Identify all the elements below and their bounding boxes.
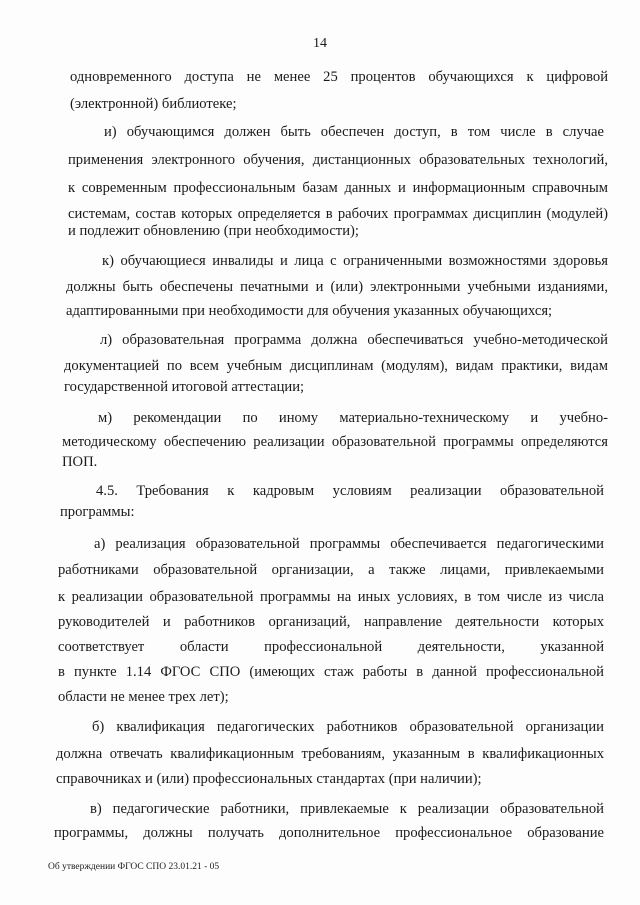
text-line: б) квалификация педагогических работников образовательной организации bbox=[92, 719, 604, 735]
text-line: одновременного доступа не менее 25 процентов обучающихся к цифровой bbox=[70, 69, 608, 85]
text-line: соответствует области профессиональной деятельности, указанной bbox=[58, 639, 604, 655]
text-line: к современным профессиональным базам данных и информационным справочным bbox=[68, 180, 608, 196]
text-line: л) образовательная программа должна обеспечиваться учебно-методической bbox=[100, 332, 608, 348]
text-line: применения электронного обучения, дистанционных образовательных технологий, bbox=[68, 152, 608, 168]
text-line: а) реализация образовательной программы обеспечивается педагогическими bbox=[94, 536, 604, 552]
text-line: в) педагогические работники, привлекаемые к реализации образовательной bbox=[90, 801, 604, 817]
text-line: адаптированными при необходимости для обучения указанных обучающихся; bbox=[66, 303, 553, 319]
text-line: программы, должны получать дополнительное профессиональное образование bbox=[54, 825, 604, 841]
text-line: и) обучающимся должен быть обеспечен доступ, в том числе в случае bbox=[104, 124, 604, 140]
text-line: справочниках и (или) профессиональных стандартах (при наличии); bbox=[56, 771, 482, 787]
text-line: к реализации образовательной программы на иных условиях, в том числе из числа bbox=[58, 589, 604, 605]
section-heading-line: программы: bbox=[60, 504, 135, 520]
page-number: 14 bbox=[313, 36, 327, 51]
section-heading-line: 4.5. Требования к кадровым условиям реализации образовательной bbox=[96, 483, 604, 499]
text-line: (электронной) библиотеке; bbox=[70, 96, 237, 112]
text-line: и подлежит обновлению (при необходимости); bbox=[68, 223, 359, 239]
text-line: руководителей и работников организаций, направление деятельности которых bbox=[58, 614, 604, 630]
footer-note: Об утверждении ФГОС СПО 23.01.21 - 05 bbox=[48, 862, 220, 872]
text-line: к) обучающиеся инвалиды и лица с ограниченными возможностями здоровья bbox=[102, 253, 608, 269]
text-line: в пункте 1.14 ФГОС СПО (имеющих стаж работы в данной профессиональной bbox=[58, 664, 604, 680]
text-line: документацией по всем учебным дисциплинам (модулям), видам практики, видам bbox=[64, 358, 608, 374]
text-line: ПОП. bbox=[62, 454, 98, 470]
text-line: должна отвечать квалификационным требованиям, указанным в квалификационных bbox=[56, 746, 604, 762]
text-line: методическому обеспечению реализации образовательной программы определяются bbox=[62, 434, 608, 450]
text-line: м) рекомендации по иному материально-техническому и учебно- bbox=[98, 410, 608, 426]
text-line: системам, состав которых определяется в рабочих программах дисциплин (модулей) bbox=[68, 206, 608, 222]
text-line: должны быть обеспечены печатными и (или) электронными учебными изданиями, bbox=[66, 279, 608, 295]
text-line: области не менее трех лет); bbox=[58, 689, 229, 705]
text-line: работниками образовательной организации, а также лицами, привлекаемыми bbox=[58, 562, 604, 578]
text-line: государственной итоговой аттестации; bbox=[64, 379, 305, 395]
